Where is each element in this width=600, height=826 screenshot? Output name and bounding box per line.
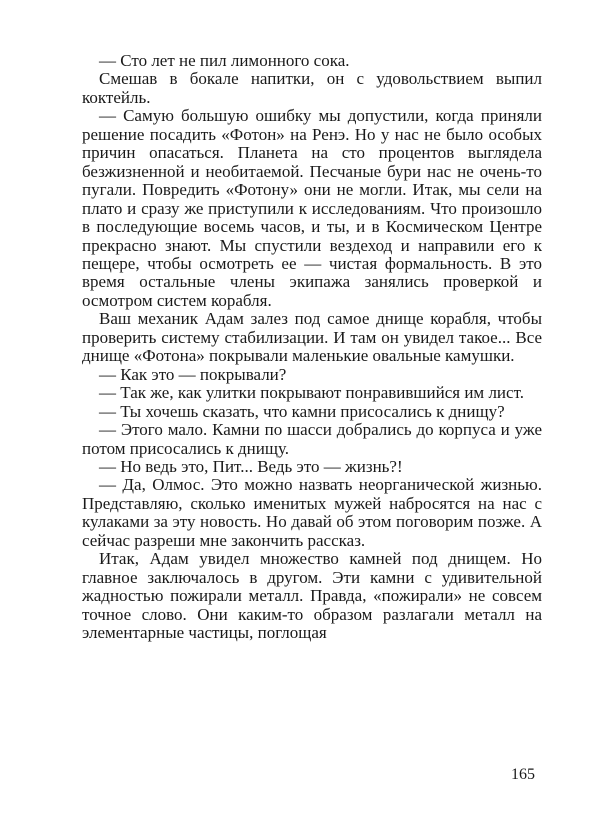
- paragraph-10: — Да, Олмос. Это можно назвать неорганической жизнью. Представляю, сколько именитых мужей набросятся на нас с кулаками за эту новость. Но давай об этом поговорим позже. А сейчас разреши мне закончить рассказ.: [82, 475, 542, 550]
- page-number: 165: [511, 766, 535, 783]
- paragraph-2: Смешав в бокале напитки, он с удовольствием выпил коктейль.: [82, 69, 542, 107]
- paragraph-8: — Этого мало. Камни по шасси добрались до корпуса и уже потом присосались к днищу.: [82, 420, 542, 458]
- paragraph-6: — Так же, как улитки покрывают понравившийся им лист.: [99, 383, 524, 403]
- paragraph-5: — Как это — покрывали?: [99, 364, 287, 384]
- paragraph-4: Ваш механик Адам залез под самое днище корабля, чтобы проверить систему стабилизации. И там он увидел такое... Все днище «Фотона» покрывали маленькие овальные камушки.: [82, 309, 542, 366]
- paragraph-11: Итак, Адам увидел множество камней под днищем. Но главное заключалось в другом. Эти камни с удивительной жадностью пожирали металл. Правда, «пожирали» не совсем точное слово. Они каким-то образом разлагали металл на элементарные частицы, поглощая: [82, 549, 542, 643]
- paragraph-3: — Самую большую ошибку мы допустили, когда приняли решение посадить «Фотон» на Ренэ. Но у нас не было особых причин опасаться. Планета на сто процентов выглядела безжизненной и необитаемой. Песчаные бури нас не очень-то пугали. Повредить «Фотону» они не могли. Итак, мы сели на плато и сразу же приступили к исследованиям. Что произошло в последующие восемь часов, и ты, и в Космическом Центре прекрасно знают. Мы спустили вездеход и направили его к пещере, чтобы осмотреть ее — чистая формальность. В это время остальные члены экипажа занялись проверкой и осмотром систем корабля.: [82, 106, 542, 310]
- paragraph-7: — Ты хочешь сказать, что камни присосались к днищу?: [99, 401, 505, 421]
- page-body: [82, 52, 542, 643]
- paragraph-1: — Сто лет не пил лимонного сока.: [99, 51, 350, 70]
- paragraph-9: — Но ведь это, Пит... Ведь это — жизнь?!: [99, 456, 403, 476]
